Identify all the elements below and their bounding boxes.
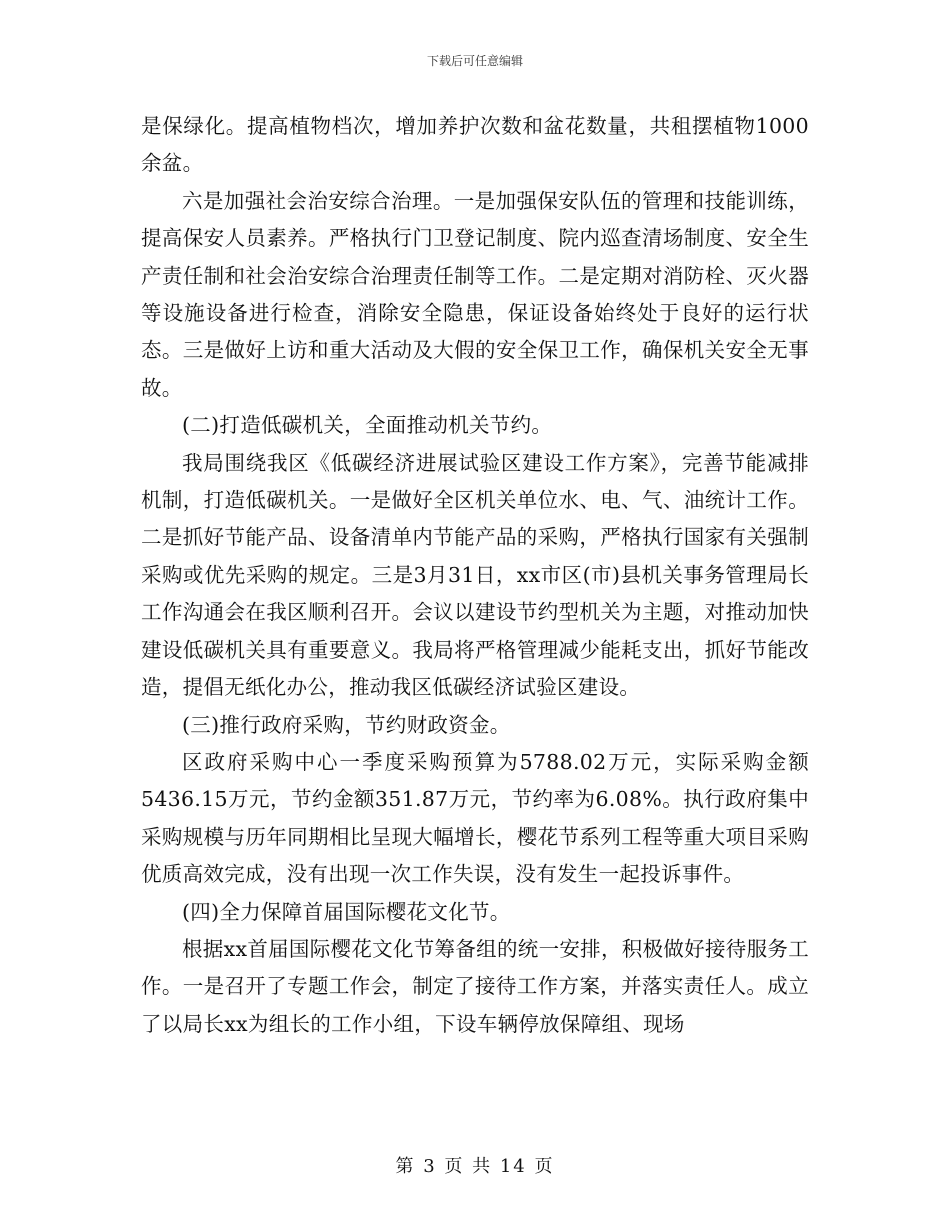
paragraph-procurement: 区政府采购中心一季度采购预算为5788.02万元，实际采购金额5436.15万元，节约金额351.87万元，节约率为6.08%。执行政府集中采购规模与历年同期相比呈现大幅增长，樱花节系列工程等重大项目采购优质高效完成，没有出现一次工作失误，没有发生一起投诉事件。 (141, 749, 809, 887)
page-header: 下载后可任意编辑 (426, 54, 523, 68)
paragraph-public-security: 六是加强社会治安综合治理。一是加强保安队伍的管理和技能训练，提高保安人员素养。严格执行门卫登记制度、院内巡查清场制度、安全生产责任制和社会治安综合治理责任制等工作。二是定期对消防栓、灭火器等设施设备进行检查，消除安全隐患，保证设备始终处于良好的运行状态。三是做好上访和重大活动及大假的安全保卫工作，确保机关安全无事故。 (141, 188, 809, 400)
paragraph-low-carbon: 我局围绕我区《低碳经济进展试验区建设工作方案》，完善节能减排机制，打造低碳机关。一是做好全区机关单位水、电、气、油统计工作。二是抓好节能产品、设备清单内节能产品的采购，严格执行国家有关强制采购或优先采购的规定。三是3月31日，xx市区(市)县机关事务管理局长工作沟通会在我区顺利召开。会议以建设节约型机关为主题，对推动加快建设低碳机关具有重要意义。我局将严格管理减少能耗支出，抓好节能改造，提倡无纸化办公，推动我区低碳经济试验区建设。 (141, 450, 809, 700)
section-heading-procurement: (三)推行政府采购，节约财政资金。 (182, 712, 511, 737)
document-body (141, 108, 809, 1043)
paragraph-greening: 是保绿化。提高植物档次，增加养护次数和盆花数量，共租摆植物1000余盆。 (141, 114, 809, 176)
page-number-footer: 第 3 页 共 14 页 (395, 1156, 555, 1177)
paragraph-cherry-blossom: 根据xx首届国际樱花文化节筹备组的统一安排，积极做好接待服务工作。一是召开了专题工作会，制定了接待工作方案，并落实责任人。成立了以局长xx为组长的工作小组，下设车辆停放保障组、现场 (141, 936, 809, 1036)
section-heading-low-carbon: (二)打造低碳机关，全面推动机关节约。 (182, 413, 553, 438)
section-heading-cherry-blossom: (四)全力保障首届国际樱花文化节。 (182, 899, 511, 924)
